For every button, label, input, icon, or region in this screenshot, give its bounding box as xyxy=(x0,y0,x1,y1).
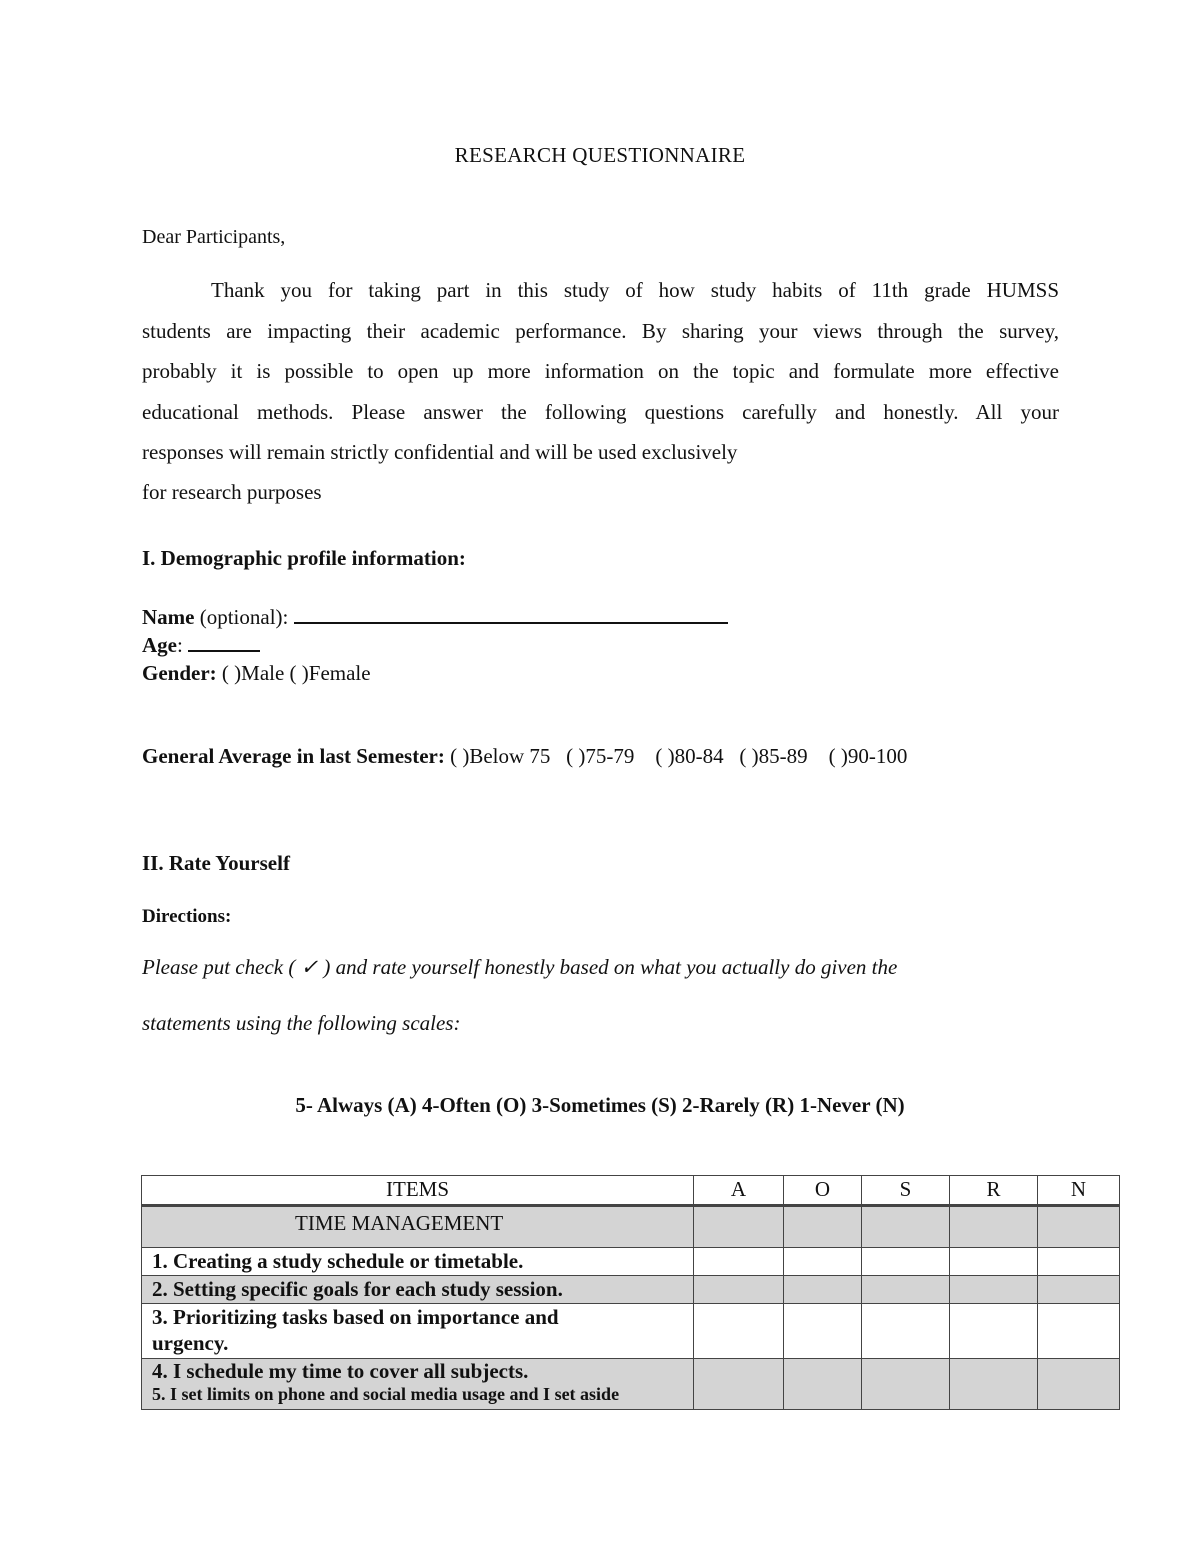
rating-cell[interactable] xyxy=(784,1206,862,1248)
gender-label: Gender: xyxy=(142,661,217,685)
general-average-options[interactable]: ( )Below 75 ( )75-79 ( )80-84 ( )85-89 ( )90-100 xyxy=(444,744,908,768)
header-always: A xyxy=(694,1176,784,1206)
item-statement: 4. I schedule my time to cover all subjects. xyxy=(152,1359,529,1383)
rating-cell[interactable] xyxy=(1038,1248,1120,1276)
rating-cell[interactable] xyxy=(950,1248,1038,1276)
name-label: Name xyxy=(142,605,195,629)
intro-line: responses will remain strictly confidential and will be used exclusively xyxy=(142,440,738,464)
directions-text-line-1: Please put check ( ✓ ) and rate yourself honestly based on what you actually do given the xyxy=(142,955,898,979)
rating-cell[interactable] xyxy=(784,1359,862,1410)
rating-cell[interactable] xyxy=(950,1276,1038,1304)
rating-cell[interactable] xyxy=(694,1304,784,1359)
item-statement-group xyxy=(142,1359,694,1410)
name-field[interactable] xyxy=(142,605,728,630)
header-often: O xyxy=(784,1176,862,1206)
category-label: TIME MANAGEMENT xyxy=(142,1206,694,1248)
rating-cell[interactable] xyxy=(1038,1276,1120,1304)
rating-cell[interactable] xyxy=(862,1359,950,1410)
greeting: Dear Participants, xyxy=(142,226,286,248)
header-never: N xyxy=(1038,1176,1120,1206)
intro-line: probably it is possible to open up more information on the topic and formulate more effective xyxy=(142,359,1059,383)
rating-cell[interactable] xyxy=(950,1206,1038,1248)
intro-line: for research purposes xyxy=(142,480,322,504)
gender-field[interactable] xyxy=(142,661,371,686)
intro-line: educational methods. Please answer the following questions carefully and honestly. All your xyxy=(142,399,1059,424)
page-title: RESEARCH QUESTIONNAIRE xyxy=(454,143,746,167)
intro-line: students are impacting their academic performance. By sharing your views through the survey, xyxy=(142,318,1059,343)
category-row xyxy=(142,1206,1120,1248)
rating-cell[interactable] xyxy=(694,1276,784,1304)
section-heading-rate-yourself: II. Rate Yourself xyxy=(142,851,290,875)
rating-cell[interactable] xyxy=(1038,1304,1120,1359)
age-label: Age xyxy=(142,633,177,657)
rating-cell[interactable] xyxy=(1038,1359,1120,1410)
rating-cell[interactable] xyxy=(862,1304,950,1359)
section-heading-demographic: I. Demographic profile information: xyxy=(142,546,466,570)
item-statement: 5. I set limits on phone and social media usage and I set aside xyxy=(152,1384,620,1404)
table-row xyxy=(142,1304,1120,1359)
table-row xyxy=(142,1359,1120,1410)
rating-cell[interactable] xyxy=(950,1304,1038,1359)
rating-cell[interactable] xyxy=(862,1248,950,1276)
age-field[interactable] xyxy=(142,633,260,658)
header-sometimes: S xyxy=(862,1176,950,1206)
item-statement: 1. Creating a study schedule or timetable. xyxy=(142,1248,694,1276)
gender-options[interactable]: ( )Male ( )Female xyxy=(216,661,371,685)
rating-cell[interactable] xyxy=(694,1359,784,1410)
rating-cell[interactable] xyxy=(862,1276,950,1304)
general-average-label: General Average in last Semester: xyxy=(142,744,445,768)
rating-scale-legend: 5- Always (A) 4-Often (O) 3-Sometimes (S) 2-Rarely (R) 1-Never (N) xyxy=(295,1093,905,1117)
rating-cell[interactable] xyxy=(784,1304,862,1359)
name-blank-line[interactable] xyxy=(294,621,728,624)
rating-cell[interactable] xyxy=(694,1206,784,1248)
general-average-field[interactable] xyxy=(142,744,907,769)
age-colon: : xyxy=(177,633,189,657)
rating-cell[interactable] xyxy=(694,1248,784,1276)
header-rarely: R xyxy=(950,1176,1038,1206)
directions-text-line-2: statements using the following scales: xyxy=(142,1011,461,1035)
table-header-row xyxy=(142,1176,1120,1206)
rating-cell[interactable] xyxy=(950,1359,1038,1410)
rating-cell[interactable] xyxy=(1038,1206,1120,1248)
directions-label: Directions: xyxy=(142,906,232,927)
item-statement: 3. Prioritizing tasks based on importance and urgency. xyxy=(142,1304,694,1359)
intro-paragraph xyxy=(142,270,1059,512)
header-items: ITEMS xyxy=(142,1176,694,1206)
item-statement: 2. Setting specific goals for each study session. xyxy=(142,1276,694,1304)
rating-cell[interactable] xyxy=(784,1276,862,1304)
name-hint: (optional): xyxy=(194,605,294,629)
rating-cell[interactable] xyxy=(784,1248,862,1276)
rating-cell[interactable] xyxy=(862,1206,950,1248)
intro-line: Thank you for taking part in this study of how study habits of 11th grade HUMSS xyxy=(211,278,1059,302)
table-row xyxy=(142,1276,1120,1304)
rating-table xyxy=(141,1175,1120,1410)
age-blank-line[interactable] xyxy=(188,649,260,652)
table-row xyxy=(142,1248,1120,1276)
